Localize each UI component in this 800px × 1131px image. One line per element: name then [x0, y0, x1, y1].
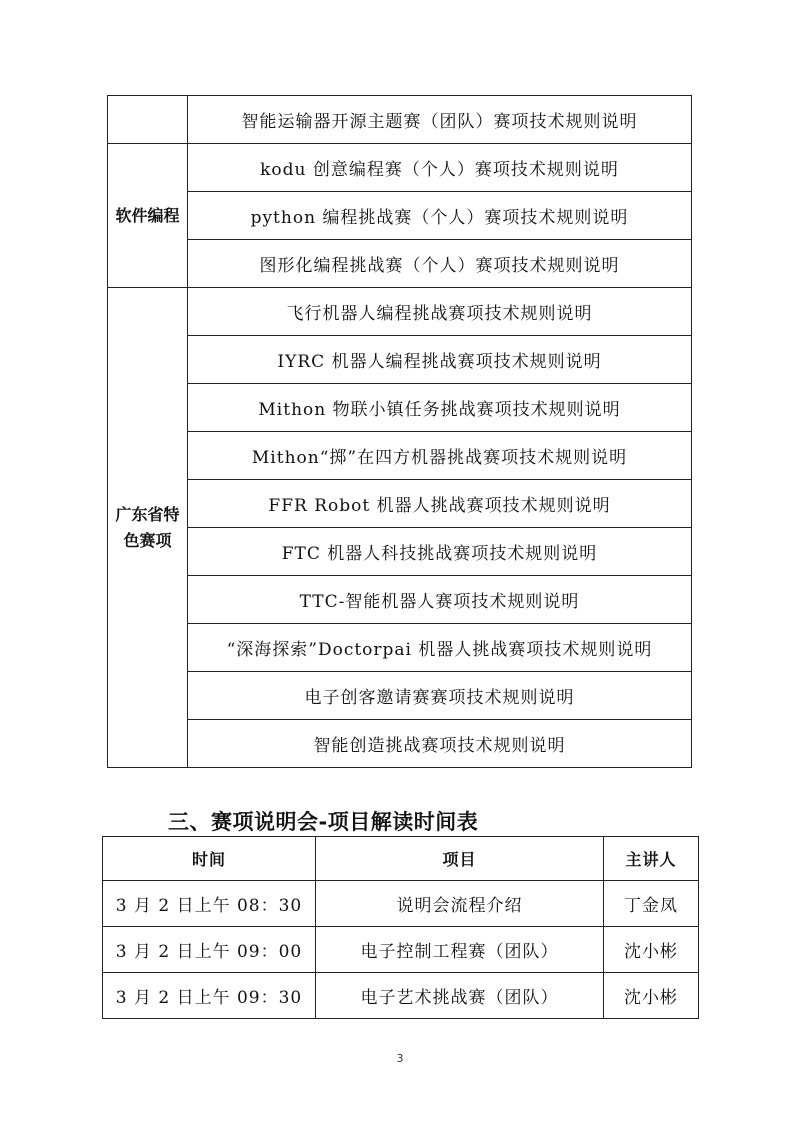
column-header-item: 项目 — [316, 837, 604, 881]
rule-item: 图形化编程挑战赛（个人）赛项技术规则说明 — [188, 240, 692, 288]
rule-item: “深海探索”Doctorpai 机器人挑战赛项技术规则说明 — [188, 624, 692, 672]
category-label-line2: 色赛项 — [123, 530, 172, 550]
table-row — [108, 192, 692, 240]
table-row — [108, 384, 692, 432]
table-row — [103, 973, 699, 1019]
table-header-row — [103, 837, 699, 881]
schedule-time: 3 月 2 日上午 08：30 — [103, 881, 316, 927]
column-header-speaker: 主讲人 — [604, 837, 699, 881]
schedule-item: 电子控制工程赛（团队） — [316, 927, 604, 973]
rule-item: 电子创客邀请赛赛项技术规则说明 — [188, 672, 692, 720]
table-row — [108, 96, 692, 144]
rule-item: kodu 创意编程赛（个人）赛项技术规则说明 — [188, 144, 692, 192]
rule-item: TTC-智能机器人赛项技术规则说明 — [188, 576, 692, 624]
table-row — [103, 881, 699, 927]
table-row — [108, 432, 692, 480]
category-software: 软件编程 — [108, 144, 188, 288]
rule-item: Mithon 物联小镇任务挑战赛项技术规则说明 — [188, 384, 692, 432]
table-row — [108, 288, 692, 336]
rule-item: Mithon“掷”在四方机器挑战赛项技术规则说明 — [188, 432, 692, 480]
schedule-time: 3 月 2 日上午 09：30 — [103, 973, 316, 1019]
rule-item: 智能运输器开源主题赛（团队）赛项技术规则说明 — [188, 96, 692, 144]
table-row — [103, 927, 699, 973]
category-label-line1: 广东省特 — [115, 504, 180, 524]
rule-item: FTC 机器人科技挑战赛项技术规则说明 — [188, 528, 692, 576]
page-number: 3 — [396, 1052, 404, 1065]
table-row — [108, 672, 692, 720]
table-row — [108, 576, 692, 624]
column-header-time: 时间 — [103, 837, 316, 881]
table-row — [108, 720, 692, 768]
rule-item: python 编程挑战赛（个人）赛项技术规则说明 — [188, 192, 692, 240]
section-heading: 三、赛项说明会-项目解读时间表 — [168, 810, 479, 834]
rule-item: 智能创造挑战赛项技术规则说明 — [188, 720, 692, 768]
schedule-speaker: 沈小彬 — [604, 973, 699, 1019]
table-row — [108, 624, 692, 672]
table-row — [108, 144, 692, 192]
schedule-item: 说明会流程介绍 — [316, 881, 604, 927]
schedule-item: 电子艺术挑战赛（团队） — [316, 973, 604, 1019]
rule-item: 飞行机器人编程挑战赛项技术规则说明 — [188, 288, 692, 336]
schedule-table — [102, 836, 699, 1019]
schedule-speaker: 丁金凤 — [604, 881, 699, 927]
table-row — [108, 336, 692, 384]
rules-table — [107, 95, 692, 768]
category-guangdong — [108, 288, 188, 768]
table-row — [108, 480, 692, 528]
table-row — [108, 240, 692, 288]
rule-item: FFR Robot 机器人挑战赛项技术规则说明 — [188, 480, 692, 528]
schedule-speaker: 沈小彬 — [604, 927, 699, 973]
rule-item: IYRC 机器人编程挑战赛项技术规则说明 — [188, 336, 692, 384]
schedule-time: 3 月 2 日上午 09：00 — [103, 927, 316, 973]
table-row — [108, 528, 692, 576]
category-cell-empty — [108, 96, 188, 144]
